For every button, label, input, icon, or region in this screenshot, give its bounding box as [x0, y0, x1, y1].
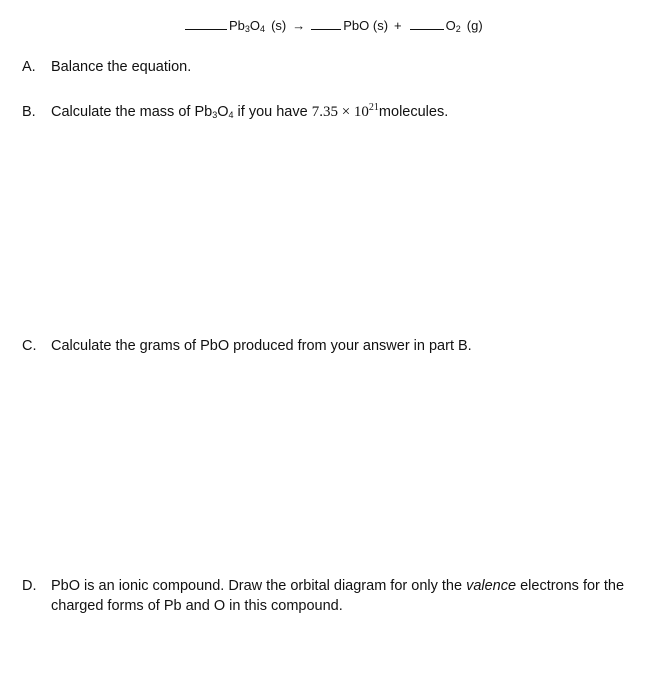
product-pbo: PbO (s)	[343, 18, 389, 33]
question-c	[22, 336, 472, 356]
question-letter: A.	[22, 59, 36, 75]
coefficient-blank-pbo[interactable]	[311, 29, 341, 30]
question-a	[22, 57, 191, 77]
question-b	[22, 98, 448, 125]
question-letter: D.	[22, 578, 37, 594]
coefficient-blank-o2[interactable]	[410, 29, 444, 30]
product-o2-state: (g)	[466, 18, 483, 33]
coefficient-blank-pb3o4[interactable]	[185, 29, 227, 30]
question-text: Calculate the grams of PbO produced from your answer in part B.	[51, 338, 472, 354]
reactant-state: (s)	[271, 18, 287, 33]
question-text: PbO is an ionic compound. Draw the orbital diagram for only the valence electrons for the charged forms of Pb and O in this compound.	[51, 578, 625, 614]
question-text: Calculate the mass of $Pb_3O_4$ if you have $7.35 \times 10^{21}molecules$.	[51, 102, 449, 120]
question-letter: B.	[22, 104, 36, 120]
plus-sign: +	[394, 18, 402, 33]
question-text: Balance the equation.	[51, 59, 192, 75]
chemical-equation	[185, 18, 483, 34]
question-letter: C.	[22, 338, 37, 354]
question-d	[22, 576, 650, 614]
product-o2: $O_2$	[445, 18, 461, 34]
reaction-arrow-icon: →	[292, 18, 306, 33]
reactant-formula: $Pb_3O_4$	[229, 18, 266, 34]
molecule-count: $7.35 \times 10^{21}$	[311, 102, 379, 120]
